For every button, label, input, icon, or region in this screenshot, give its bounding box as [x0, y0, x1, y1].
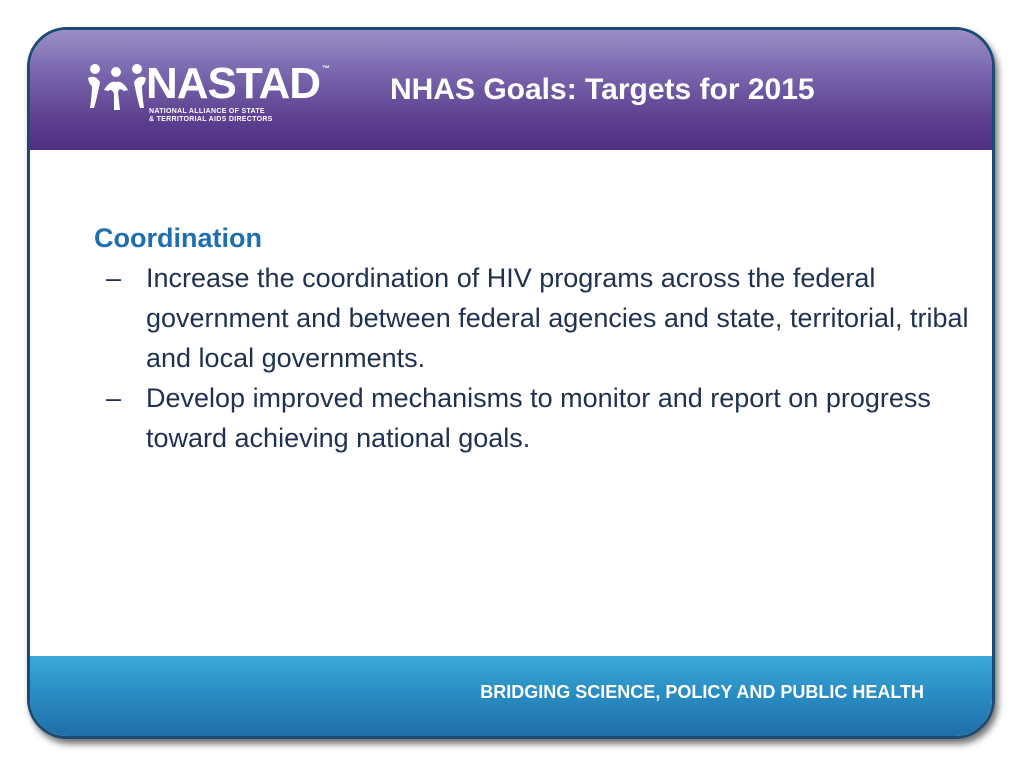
bullet-text: Develop improved mechanisms to monitor and report on progress toward achieving national goals.	[146, 383, 931, 453]
footer-tagline: BRIDGING SCIENCE, POLICY AND PUBLIC HEALTH	[480, 682, 924, 702]
bullet-item	[94, 258, 974, 378]
logo-subtitle-line-2: & TERRITORIAL AIDS DIRECTORS	[149, 116, 273, 123]
slide	[27, 27, 995, 739]
logo-name: NASTAD	[146, 59, 321, 108]
bullet-text: Increase the coordination of HIV programs across the federal government and between federal agencies and state, territorial, tribal and local governments.	[146, 263, 969, 373]
bullet-marker: –	[106, 263, 122, 293]
bullet-marker: –	[106, 383, 122, 413]
nastad-logo	[86, 59, 330, 132]
section-heading: Coordination	[94, 223, 262, 253]
bullet-item	[94, 378, 974, 458]
trademark-mark: ™	[322, 64, 330, 73]
people-figures-icon	[86, 60, 148, 116]
header-bar	[30, 30, 992, 150]
slide-title: NHAS Goals: Targets for 2015	[390, 73, 815, 106]
logo-subtitle-line-1: NATIONAL ALLIANCE OF STATE	[149, 108, 265, 115]
slide-content	[94, 220, 974, 458]
bullet-list	[94, 258, 974, 458]
footer-bar	[30, 656, 992, 736]
logo-subtitle	[149, 108, 273, 124]
